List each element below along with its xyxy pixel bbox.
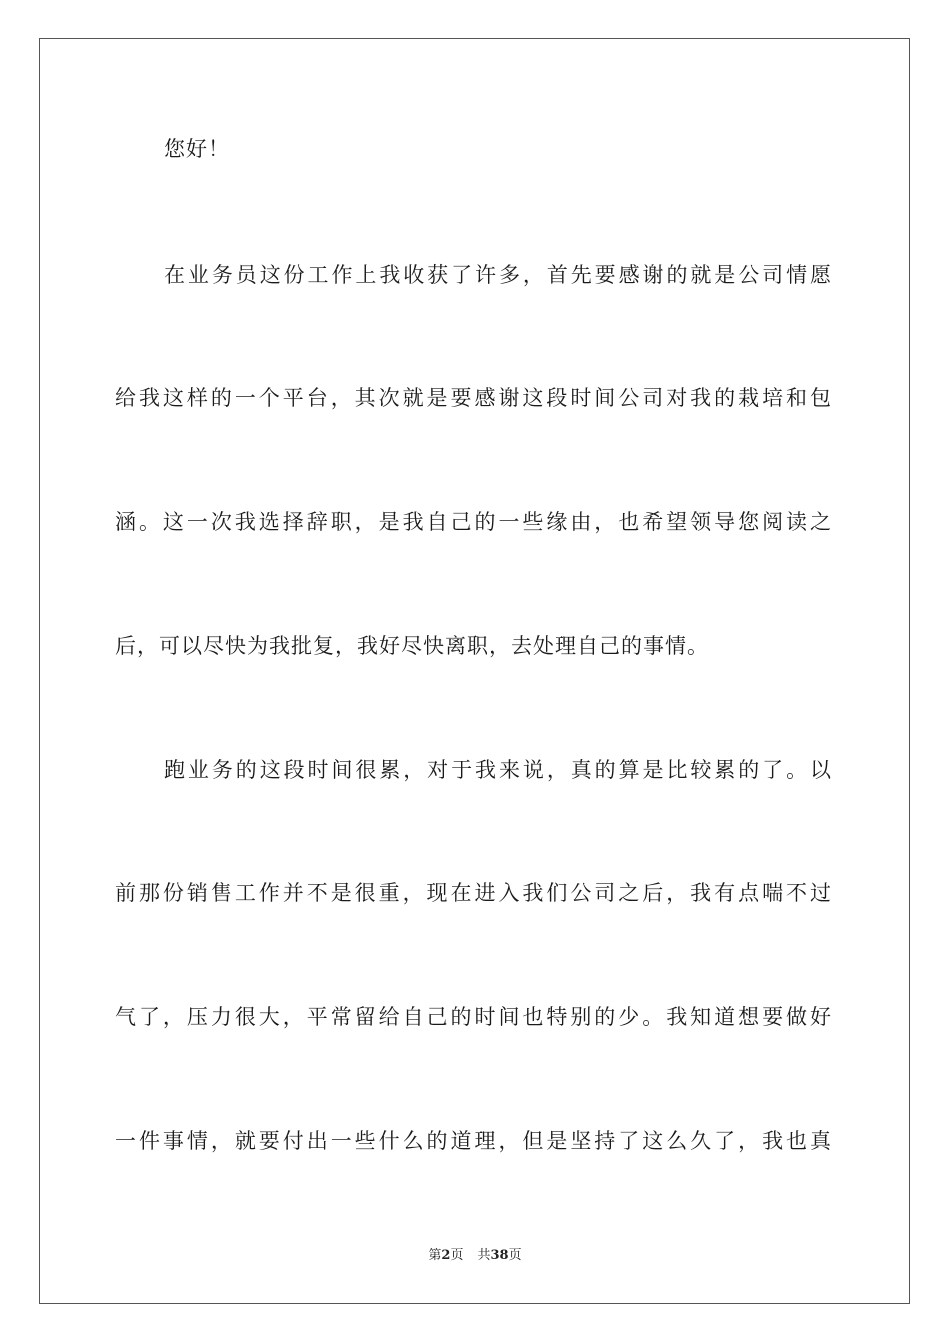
salutation: 您好！ xyxy=(164,137,230,161)
paragraph-2-line-3: 气了，压力很大，平常留给自己的时间也特别的少。我知道想要做好 xyxy=(115,1005,831,1029)
total-prefix: 共 xyxy=(477,1248,491,1263)
page-prefix: 第 xyxy=(428,1248,442,1263)
paragraph-1-line-2: 给我这样的一个平台，其次就是要感谢这段时间公司对我的栽培和包 xyxy=(115,386,831,410)
total-suffix: 页 xyxy=(508,1248,522,1263)
paragraph-2-line-2: 前那份销售工作并不是很重，现在进入我们公司之后，我有点喘不过 xyxy=(115,881,831,905)
page-border xyxy=(39,38,910,1304)
paragraph-2-line-4: 一件事情，就要付出一些什么的道理，但是坚持了这么久了，我也真 xyxy=(115,1129,831,1153)
page-number: 2 xyxy=(441,1248,451,1263)
page-footer xyxy=(0,1247,950,1265)
total-pages: 38 xyxy=(490,1248,509,1263)
paragraph-1-line-3: 涵。这一次我选择辞职，是我自己的一些缘由，也希望领导您阅读之 xyxy=(115,510,831,534)
paragraph-2-line-1: 跑业务的这段时间很累，对于我来说，真的算是比较累的了。以 xyxy=(164,758,831,782)
paragraph-1-line-4: 后，可以尽快为我批复，我好尽快离职，去处理自己的事情。 xyxy=(115,634,709,658)
paragraph-1-line-1: 在业务员这份工作上我收获了许多，首先要感谢的就是公司情愿 xyxy=(164,263,831,287)
page-suffix: 页 xyxy=(450,1248,464,1263)
